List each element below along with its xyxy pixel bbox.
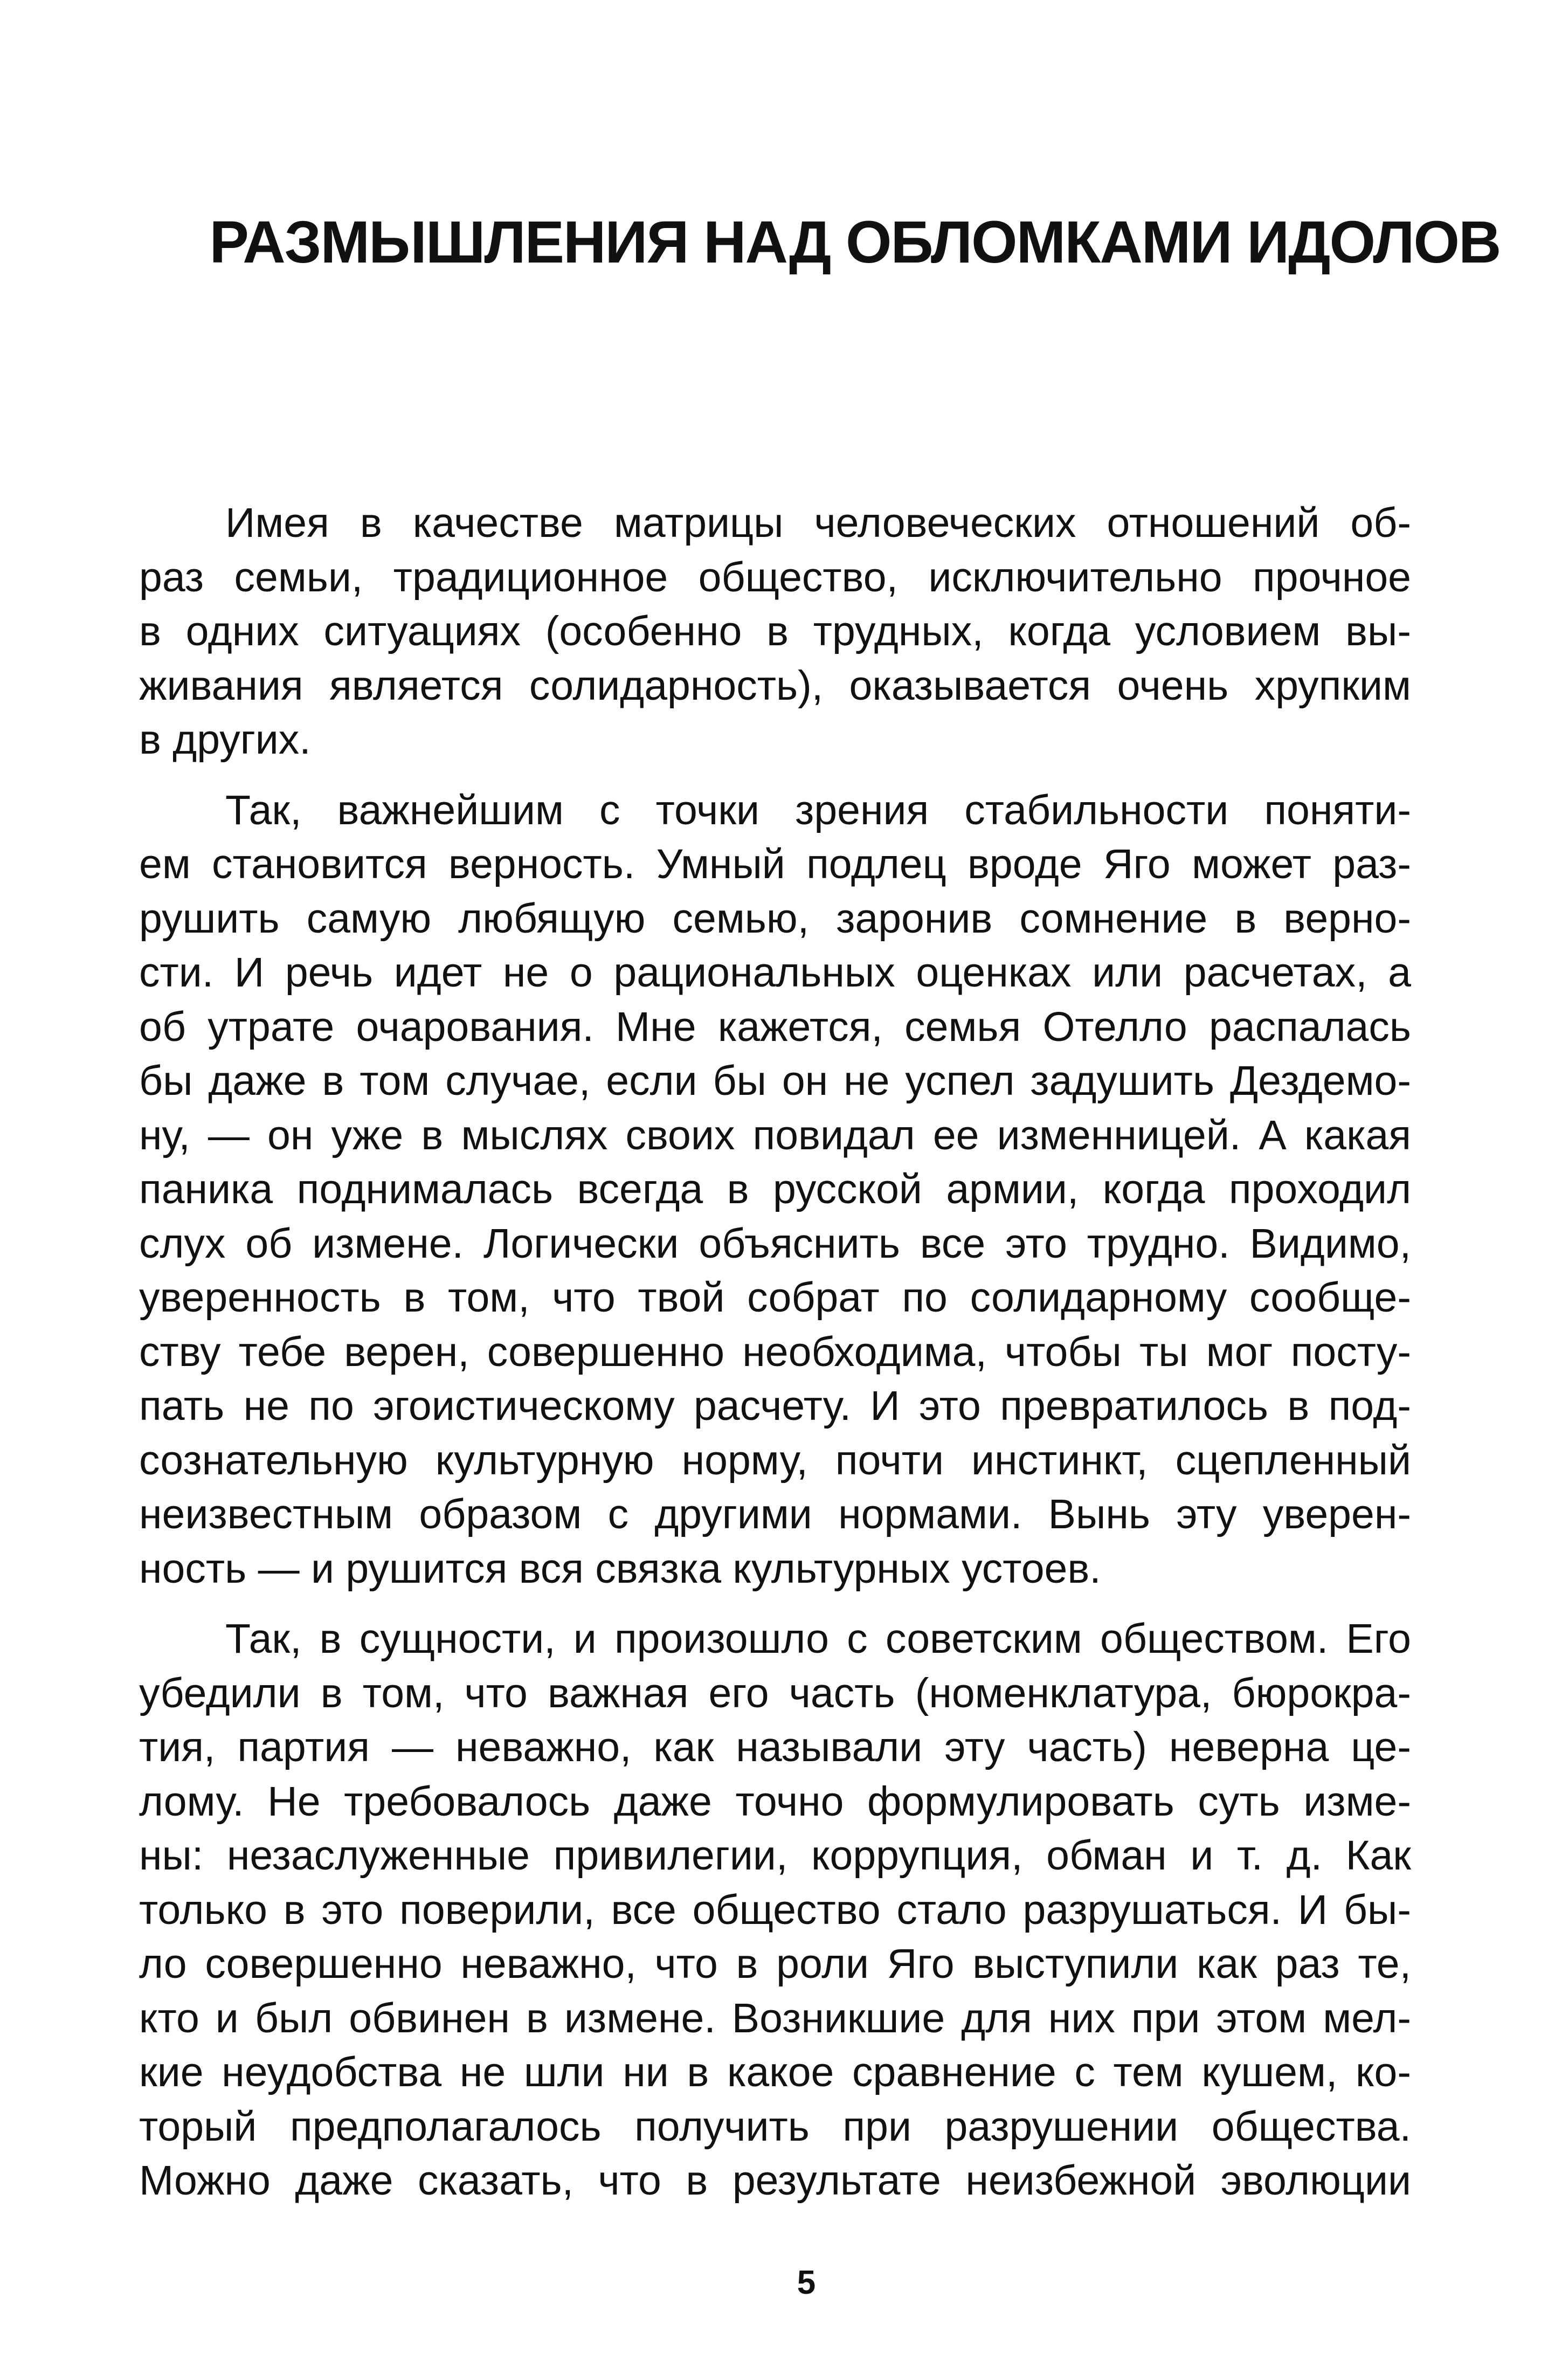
text-line: об утрате очарования. Мне кажется, семья Отелло распалась — [139, 1003, 1411, 1050]
text-line: убедили в том, что важная его часть (номенклатура, бюрокра- — [139, 1670, 1411, 1716]
text-line: Так, важнейшим с точки зрения стабильности поняти- — [225, 787, 1411, 833]
paragraph-1 — [139, 496, 1411, 767]
text-line: раз семьи, традиционное общество, исключительно прочное — [139, 554, 1411, 601]
text-line: лому. Не требовалось даже точно формулировать суть изме- — [139, 1778, 1411, 1825]
text-line: Имея в качестве матрицы человеческих отношений об- — [225, 500, 1411, 546]
text-line: пать не по эгоистическому расчету. И это превратилось в под- — [139, 1383, 1411, 1429]
text-line: в других. — [139, 716, 311, 763]
text-line: рушить самую любящую семью, заронив сомнение в верно- — [139, 895, 1411, 942]
text-line: уверенность в том, что твой собрат по солидарному сообще- — [139, 1274, 1411, 1321]
text-line: ны: незаслуженные привилегии, коррупция, обман и т. д. Как — [139, 1832, 1411, 1879]
text-line: неизвестным образом с другими нормами. Вынь эту уверен- — [139, 1491, 1411, 1537]
text-line: торый предполагалось получить при разрушении общества. — [139, 2103, 1411, 2150]
text-line: ность — и рушится вся связка культурных устоев. — [139, 1545, 1101, 1592]
text-line: ну, — он уже в мыслях своих повидал ее изменницей. А какая — [139, 1112, 1411, 1158]
text-line: живания является солидарность), оказывается очень хрупким — [139, 662, 1411, 709]
text-line: Можно даже сказать, что в результате неизбежной эволюции — [139, 2157, 1411, 2204]
text-line: кие неудобства не шли ни в какое сравнение с тем кушем, ко- — [139, 2049, 1411, 2095]
text-line: в одних ситуациях (особенно в трудных, когда условием вы- — [139, 608, 1411, 654]
body-text — [139, 496, 1411, 2208]
text-line: Так, в сущности, и произошло с советским обществом. Его — [225, 1616, 1411, 1662]
text-line: ству тебе верен, совершенно необходима, чтобы ты мог посту- — [139, 1328, 1411, 1375]
text-line: бы даже в том случае, если бы он не успел задушить Дездемо- — [139, 1058, 1411, 1104]
text-line: тия, партия — неважно, как называли эту часть) неверна це- — [139, 1724, 1411, 1770]
text-line: слух об измене. Логически объяснить все это трудно. Видимо, — [139, 1220, 1411, 1267]
page-number: 5 — [797, 2264, 816, 2301]
text-line: сти. И речь идет не о рациональных оценках или расчетах, а — [139, 949, 1411, 996]
text-line: кто и был обвинен в измене. Возникшие для них при этом мел- — [139, 1995, 1411, 2041]
paragraph-2 — [139, 783, 1411, 1596]
text-line: только в это поверили, все общество стало разрушаться. И бы- — [139, 1886, 1411, 1933]
text-line: паника поднималась всегда в русской армии, когда проходил — [139, 1166, 1411, 1212]
paragraph-3 — [139, 1612, 1411, 2208]
text-line: ло совершенно неважно, что в роли Яго выступили как раз те, — [139, 1941, 1411, 1987]
chapter-title: РАЗМЫШЛЕНИЯ НАД ОБЛОМКАМИ ИДОЛОВ — [209, 209, 1501, 275]
text-line: сознательную культурную норму, почти инстинкт, сцепленный — [139, 1437, 1411, 1484]
text-line: ем становится верность. Умный подлец вроде Яго может раз- — [139, 841, 1411, 887]
